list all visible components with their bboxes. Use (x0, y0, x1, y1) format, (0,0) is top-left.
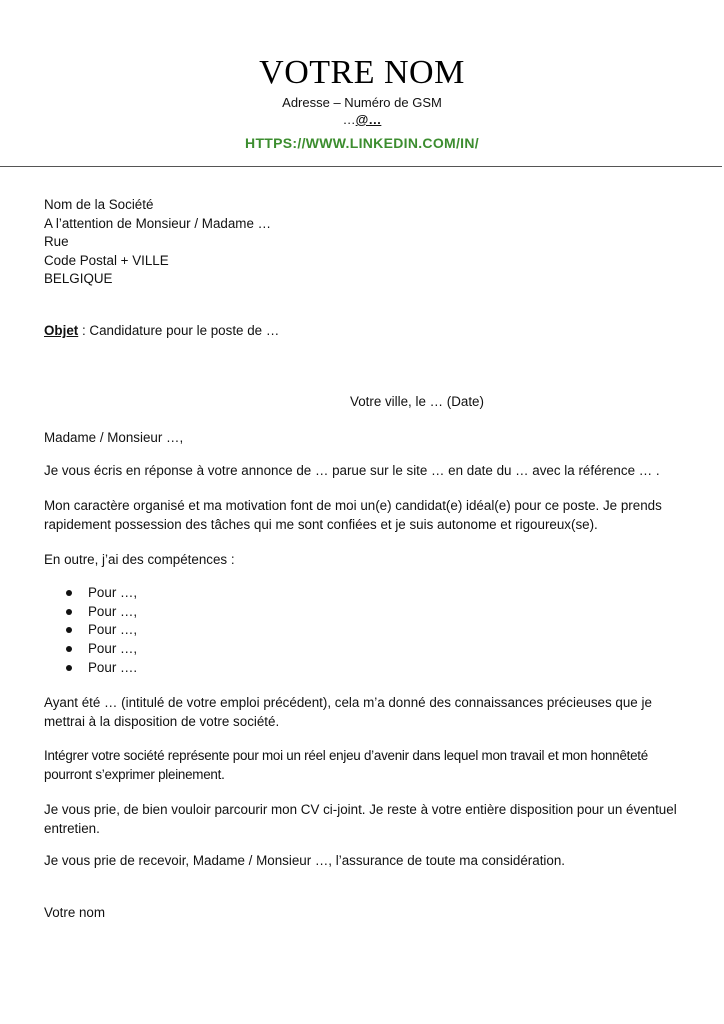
skill-text: Pour …. (88, 659, 138, 675)
recipient-postal-city: Code Postal + VILLE (44, 252, 169, 268)
signature: Votre nom (44, 905, 106, 920)
bullet-icon (66, 646, 72, 652)
letter-object (44, 322, 279, 340)
object-text: : Candidature pour le poste de … (78, 323, 280, 338)
recipient-street: Rue (44, 234, 69, 249)
letter-header (0, 54, 724, 152)
object-label: Objet (44, 323, 79, 338)
paragraph-skills-intro: En outre, j’ai des compétences : (44, 552, 235, 567)
recipient-company: Nom de la Société (44, 197, 154, 212)
bullet-icon (66, 665, 72, 671)
header-divider (0, 166, 722, 167)
sender-name: VOTRE NOM (259, 54, 465, 91)
paragraph-intro: Je vous écris en réponse à votre annonce de … parue sur le site … en date du … avec la référence … . (44, 463, 660, 478)
list-item (44, 640, 137, 659)
sender-email (0, 111, 724, 128)
paragraph-motivation: Intégrer votre société représente pour moi un réel enjeu d’avenir dans lequel mon travail et mon honnêteté pourront s’exprimer pleinement. (44, 748, 648, 782)
list-item (44, 603, 137, 622)
skill-text: Pour …, (88, 622, 138, 638)
paragraph-qualities: Mon caractère organisé et ma motivation font de moi un(e) candidat(e) idéal(e) pour ce poste. Je prends rapidement possession des tâches qui me sont confiées et je suis autonome et rigoureux(se). (44, 498, 662, 532)
bullet-icon (66, 609, 72, 615)
list-item (44, 659, 137, 678)
paragraph-closing: Je vous prie de recevoir, Madame / Monsieur …, l’assurance de toute ma considération. (44, 853, 566, 868)
paragraph-cv: Je vous prie, de bien vouloir parcourir mon CV ci-joint. Je reste à votre entière disposition pour un éventuel entretien. (44, 802, 677, 836)
recipient-address (44, 196, 684, 289)
bullet-icon (66, 627, 72, 633)
skill-text: Pour …, (88, 603, 138, 619)
list-item (44, 621, 137, 640)
bullet-icon (66, 590, 72, 596)
skill-text: Pour …, (88, 641, 138, 657)
sender-contact: Adresse – Numéro de GSM (282, 95, 442, 110)
list-item (44, 584, 137, 603)
email-address: @… (355, 112, 382, 127)
email-prefix: … (342, 112, 356, 127)
letter-date: Votre ville, le … (Date) (350, 394, 484, 409)
salutation: Madame / Monsieur …, (44, 430, 184, 445)
recipient-country: BELGIQUE (44, 271, 113, 286)
linkedin-link[interactable]: HTTPS://WWW.LINKEDIN.COM/IN/ (245, 135, 479, 151)
paragraph-experience: Ayant été … (intitulé de votre emploi précédent), cela m’a donné des connaissances précieuses que je mettrai à la disposition de votre société. (44, 695, 652, 729)
skills-list (44, 584, 137, 678)
skill-text: Pour …, (88, 585, 138, 600)
recipient-attention: A l’attention de Monsieur / Madame … (44, 215, 272, 231)
